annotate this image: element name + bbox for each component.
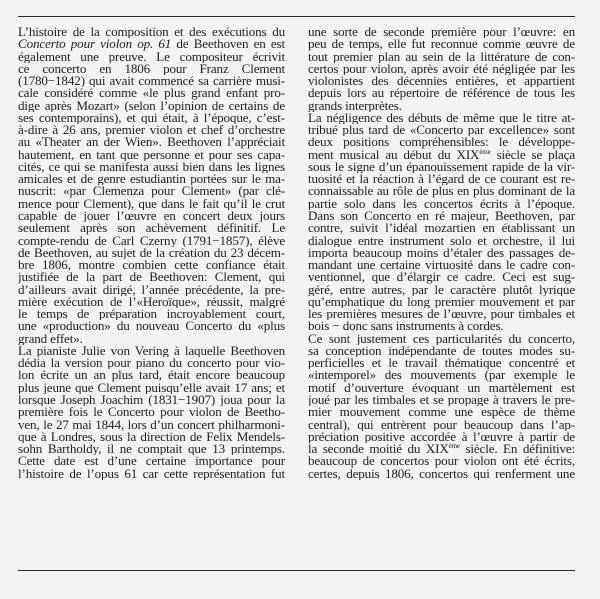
text-line: sohn Bartholdy, il ne comptait que 13 printemps. <box>18 443 285 456</box>
text-line: ment musical au début du XIXème siècle se plaça <box>308 148 575 161</box>
text-line: sous le signe d’un épanouissement rapide de la vir- <box>308 160 575 174</box>
text-line: les premières mesures de l’œuvre, pour timbales et <box>308 308 575 321</box>
text-line: préciation positive accordée à l’œuvre à partir de <box>308 430 575 444</box>
text-line: ventionnel, que d’élargir ce cadre. Ceci est sug- <box>308 271 575 284</box>
left-column <box>18 26 285 480</box>
text-line: une «production» du nouveau Concerto du «plus <box>18 320 285 333</box>
text-line: L’histoire de la composition et des exécutions du <box>18 26 285 39</box>
text-line: grand effet». <box>18 332 83 345</box>
text-line: importa beaucoup moins d’étaler des passages de- <box>308 246 575 260</box>
text-line: tout premier plan au sein de la littérature de con- <box>308 50 575 63</box>
text-line: dédia la version pour piano du concerto pour vio- <box>18 357 285 370</box>
text-line: amicales et de genre estudiantin portées sur le ma- <box>18 173 285 186</box>
text-line: bre 1806, montre combien cette confiance était <box>18 259 285 272</box>
text-line: seulement après son achèvement définitif. Le <box>18 222 285 235</box>
text-line: compte-rendu de Carl Czerny (1791−1857), élève <box>18 234 285 247</box>
text-line: ses contemporains), et qui était, à l’époque, c’est- <box>18 111 285 125</box>
bottom-rule <box>18 570 575 571</box>
top-rule <box>18 16 575 17</box>
text-line: certes, depuis 1806, concertos qui renferment une <box>308 467 575 480</box>
text-line: grands interprètes. <box>308 99 402 112</box>
text-line: l’histoire de l’opus 61 car cette représentation fut <box>18 467 285 480</box>
text-line: tuosité et la réaction à l’égard de ce courant est re- <box>308 173 575 186</box>
text-line: (1780−1842) qui avait commencé sa carrière musi- <box>18 75 285 88</box>
text-line: une sorte de seconde première pour l’œuvre: en <box>308 26 575 39</box>
text-line: deux positions compréhensibles: le développe- <box>308 136 575 149</box>
text-line: sa conception indépendante de toutes modes su- <box>308 344 575 358</box>
text-line: dialogue entre instrument solo et orchestre, il lui <box>308 234 575 247</box>
text-line: depuis lors au répertoire de référence de tous les <box>308 87 575 100</box>
text-line: Concerto pour violon op. 61 de Beethoven en est <box>18 38 285 51</box>
text-line: beaucoup de concertos pour violon ont été écrits, <box>308 455 575 468</box>
text-line: perficielles et le travail thématique concentré et <box>308 357 575 370</box>
text-line: au «Theater an der Wien». Beethoven l’appréciait <box>18 136 285 149</box>
text-line: justifiée de la part de Beethoven: Clement, qui <box>18 271 285 284</box>
text-line: capable de jouer l’œuvre en concert deux jours <box>18 209 285 223</box>
text-line: lorsque Joseph Joachim (1831−1907) joua pour la <box>18 393 285 407</box>
text-line: mière exécution de l’«Heroïque», réussit, malgré <box>18 295 285 309</box>
text-line: première fois le Concerto pour violon de Beetho- <box>18 406 285 419</box>
text-line: plus jeune que Clement puisqu’elle avait 17 ans; et <box>18 381 285 394</box>
text-line: cités, ce qui se manifesta aussi bien dans les lignes <box>18 160 285 174</box>
text-line: lon écrite un an plus tard, était encore beaucoup <box>18 369 285 382</box>
text-line: nuscrit: «par Clemenza pour Clement» (par clé- <box>18 185 285 198</box>
text-line: connaissable au rôle de plus en plus dominant de la <box>308 185 575 198</box>
text-line: motif d’ouverture évoquant un martèlement est <box>308 381 575 394</box>
right-column <box>308 26 575 480</box>
text-line: de Beethoven, au sujet de la création du 23 décem- <box>18 246 285 260</box>
text-line: dige après Mozart» (selon l’opinion de certains de <box>18 99 285 112</box>
text-line: tribué plus tard de «Concerto par excellence» sont <box>308 124 575 137</box>
text-line: cale considéré comme «le plus grand enfant pro- <box>18 87 285 100</box>
text-line: ven, le 27 mai 1844, lors d’un concert philharmoni- <box>18 418 285 431</box>
text-line: ce concerto en 1806 pour Franz Clement <box>18 62 285 76</box>
text-line: La négligence des débuts de même que le titre at- <box>308 111 575 125</box>
text-line: hautement, en tant que personne et pour ses capa- <box>18 148 285 161</box>
text-line: «intemporel» des mouvements (par exemple le <box>308 369 575 382</box>
text-line: le temps de préparation incroyablement court, <box>18 308 285 321</box>
text-line: central), qui entrèrent pour beaucoup dans l’ap- <box>308 418 575 431</box>
text-line: La pianiste Julie von Vering à laquelle Beethoven <box>18 344 285 358</box>
text-line: que à Londres, sous la direction de Felix Mendels- <box>18 430 285 444</box>
text-line: bois − donc sans instruments à cordes. <box>308 320 504 333</box>
text-line: Cette date est d’une certaine importance pour <box>18 455 285 468</box>
text-line: contre, suivit l’idéal mozartien en établissant un <box>308 222 575 235</box>
text-line: d’ailleurs avait dirigé, l’année précédente, la pre- <box>18 283 285 296</box>
text-line: mence pour Clement), que dans le fait qu’il le crut <box>18 197 285 210</box>
text-line: Ce sont justement ces particularités du concerto, <box>308 332 575 345</box>
text-line: la seconde moitié du XIXème siècle. En définitive: <box>308 443 575 456</box>
text-line: joué par les timbales et se propage à travers le pre- <box>308 393 575 407</box>
text-line: qu’emphatique du long premier mouvement et par <box>308 295 575 309</box>
text-line: peu de temps, elle fut reconnue comme œuvre de <box>308 38 575 51</box>
text-line: géré, entre autres, par le caractère plutôt lyrique <box>308 283 575 296</box>
text-line: partie solo dans les concertos écrits à l’époque. <box>308 197 575 210</box>
text-line: mandant une certaine virtuosité dans le cadre con- <box>308 259 575 272</box>
text-line: également une preuve. Le compositeur écrivit <box>18 50 285 63</box>
text-line: Dans son Concerto en ré majeur, Beethoven, par <box>308 209 575 223</box>
text-line: violonistes des décennies entières, et appartient <box>308 75 575 88</box>
text-line: à-dire à 26 ans, premier violon et chef d’orchestre <box>18 124 285 137</box>
text-line: mier mouvement comme une espèce de thème <box>308 406 575 419</box>
text-line: certos pour violon, après avoir été négligée par les <box>308 62 575 76</box>
